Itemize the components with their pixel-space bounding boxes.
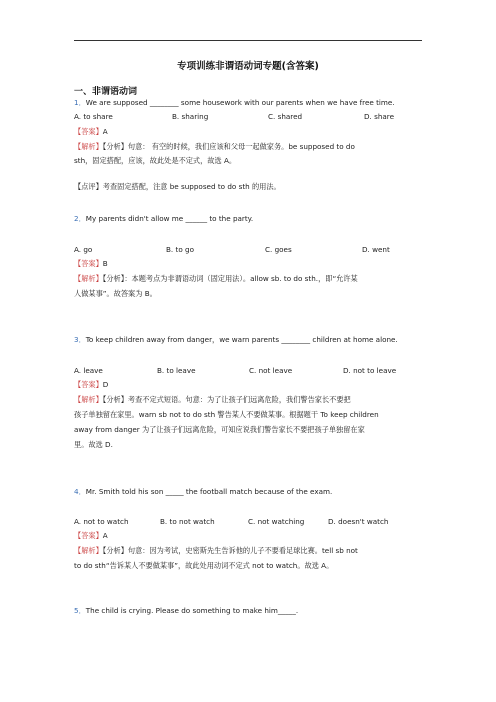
question-4-analysis-line-2: to do sth“告诉某人不要做某事”，故此处用动词不定式 not to watch。故选 A。 [74,561,334,570]
option-b: B. to go [166,245,194,254]
question-3-analysis-line-3: away from danger 为了让孩子们远离危险，可知应说我们警告家长不要把孩子单独留在家 [74,425,365,434]
question-4-stem [74,487,422,497]
answer-value: A [102,531,108,540]
question-2-stem [74,214,422,224]
option-b: B. to not watch [160,517,215,526]
question-1-analysis-line-2: sth，固定搭配，应该，故此处是不定式，故选 A。 [74,156,237,165]
answer-value: A [102,127,108,136]
option-d: D. share [364,112,395,121]
analysis-text: 【分析】考查不定式短语。句意：为了让孩子们远离危险，我们警告家长不要把 [102,395,351,404]
question-text: Mr. Smith told his son _____ the football match because of the exam. [85,487,333,496]
analysis-tag: 【解析】 [74,274,103,283]
question-number: 5． [74,606,86,615]
analysis-text: 【分析】句意：因为考试，史密斯先生告诉他的儿子不要看足球比赛。tell sb not [102,546,358,555]
option-d: D. went [362,245,390,254]
question-1-options [74,112,422,122]
question-3-options [74,366,422,376]
option-c: C. goes [265,245,292,254]
question-1-comment: 【点评】考查固定搭配，注意 be supposed to do sth 的用法。 [74,182,281,191]
page-title: 专项训练非谓语动词专题(含答案) [177,61,319,72]
option-c: C. not leave [249,366,293,375]
answer-tag: 【答案】 [74,380,103,389]
question-number: 3． [74,335,86,344]
question-4-analysis-line-1 [74,546,422,556]
answer-tag: 【答案】 [74,127,103,136]
option-d: D. doesn't watch [328,517,389,526]
question-1-answer [74,127,422,137]
analysis-text: 【分析】：本题考点为非谓语动词（固定用法）。allow sb. to do sth.，即“允许某 [102,274,358,283]
option-b: B. sharing [172,112,209,121]
question-2-analysis-line-2: 人做某事”。故答案为 B。 [74,289,157,298]
question-5-stem [74,606,422,616]
header-rule [74,40,422,41]
question-1-stem [74,98,422,108]
question-2-analysis-line-1 [74,274,422,284]
question-3-analysis-line-2: 孩子单独留在家里。warn sb not to do sth 警告某人不要做某事。根据题干 To keep children [74,410,379,419]
question-number: 2． [74,214,86,223]
question-text: We are supposed ________ some housework with our parents when we have free time. [85,98,395,107]
option-a: A. leave [74,366,103,375]
option-b: B. to leave [157,366,196,375]
question-1-analysis-line-1 [74,142,422,152]
question-2-options [74,245,422,255]
question-3-stem [74,335,422,345]
analysis-text: 【分析】句意： 有空的时候，我们应该和父母一起做家务。be supposed to do [102,142,355,151]
question-text: The child is crying. Please do something to make him_____. [85,606,299,615]
question-text: To keep children away from danger，we warn parents ________ children at home alone. [85,335,398,344]
question-4-answer [74,531,422,541]
section-heading: 一、非谓语动词 [74,87,138,97]
question-2-answer [74,259,422,269]
question-text: My parents didn't allow me ______ to the party. [85,214,254,223]
option-c: C. shared [268,112,303,121]
option-a: A. to share [74,112,113,121]
analysis-tag: 【解析】 [74,546,103,555]
question-number: 4． [74,487,86,496]
question-3-analysis-line-4: 里。故选 D. [74,440,113,449]
analysis-tag: 【解析】 [74,142,103,151]
answer-tag: 【答案】 [74,259,103,268]
option-a: A. go [74,245,93,254]
answer-value: B [102,259,108,268]
option-c: C. not watching [248,517,305,526]
answer-value: D [102,380,109,389]
question-4-options [74,517,422,527]
question-3-analysis-line-1 [74,395,422,405]
option-d: D. not to leave [343,366,397,375]
answer-tag: 【答案】 [74,531,103,540]
analysis-tag: 【解析】 [74,395,103,404]
question-number: 1． [74,98,86,107]
question-3-answer [74,380,422,390]
option-a: A. not to watch [74,517,129,526]
